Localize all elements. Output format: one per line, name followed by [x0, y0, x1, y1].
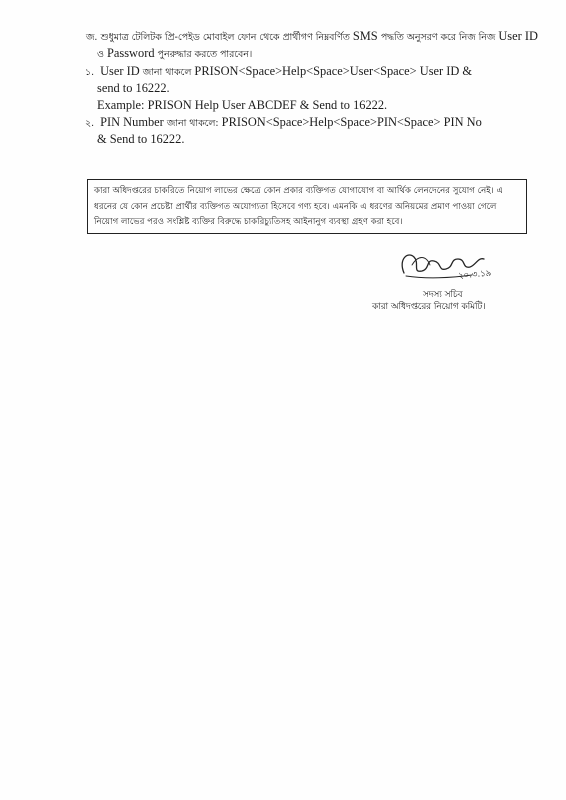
notice-box [87, 179, 527, 234]
item-j-line-1 [86, 28, 538, 46]
item-2-marker: ২. [85, 118, 95, 129]
signature-organization: কারা অধিদপ্তরের নিয়োগ কমিটি। [372, 302, 486, 312]
notice-line-2: ধরনের যে কোন প্রচেষ্টা প্রার্থীর ব্যক্তিগত অযোগ্যতা হিসেবে গণ্য হবে। এমনকি এ ধরণের অনিয়মের প্রমাণ পাওয়া গেলে [94, 201, 497, 212]
sms-label: SMS [352, 29, 378, 43]
item-j-text: শুধুমাত্র টেলিটক প্রি-পেইড মোবাইল ফোন থেকে প্রার্থীগণ নিম্নবর্ণিত [100, 32, 350, 43]
password-label: Password [107, 46, 155, 60]
item-1-marker: ১. [85, 67, 95, 78]
user-id-label: User ID [498, 29, 538, 43]
item-1-line-1 [85, 63, 472, 81]
item-1-send-text: send to 16222. [97, 81, 170, 95]
item-1-example: Example: PRISON Help User ABCDEF & Send to 16222. [97, 98, 388, 112]
item-2-send-text: & Send to 16222. [97, 132, 185, 146]
item-2-line-1 [85, 114, 482, 132]
signature-title: সদস্য সচিব [423, 290, 463, 300]
item-1-known-text: জানা থাকলে [142, 67, 192, 78]
item-2-pin-number: PIN Number [100, 115, 164, 129]
item-1-user-id: User ID [100, 64, 140, 78]
notice-line-1: কারা অধিদপ্তরের চাকরিতে নিয়োগ লাভের ক্ষেত্রে কোন প্রকার ব্যক্তিগত যোগাযোগ বা আর্থিক লেনদেনের সুযোগ নেই। এ [94, 186, 504, 196]
item-1-line-2 [97, 80, 170, 96]
notice-line-3: নিয়োগ লাভের পরও সংশ্লিষ্ট ব্যক্তির বিরুদ্ধে চাকরিচ্যুতিসহ আইনানুগ ব্যবস্থা গ্রহণ করা হবে। [94, 217, 403, 227]
item-j-line-2 [97, 45, 252, 63]
item-j-recover-text: পুনরুদ্ধার করতে পারবেন। [157, 49, 253, 60]
signature-date: ২০.৩.১৯ [457, 268, 492, 282]
item-1-command: PRISON<Space>Help<Space>User<Space> User ID & [194, 64, 473, 78]
item-2-known-text: জানা থাকলে: [166, 118, 219, 129]
item-2-line-2 [97, 131, 184, 147]
item-j-method-text: পদ্ধতি অনুসরণ করে নিজ নিজ [380, 32, 496, 43]
item-j-marker: জ. [86, 32, 98, 43]
item-j-and-text: ও [97, 49, 104, 60]
item-1-example-line [97, 97, 387, 113]
item-2-command: PRISON<Space>Help<Space>PIN<Space> PIN No [221, 115, 482, 129]
